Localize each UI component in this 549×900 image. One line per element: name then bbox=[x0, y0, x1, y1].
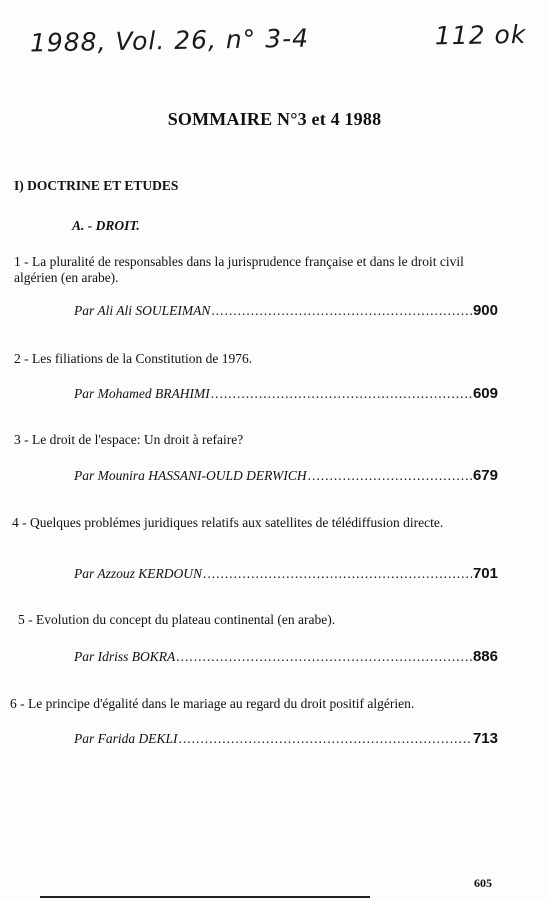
handwritten-mark: 112 ok bbox=[434, 19, 527, 51]
handwritten-annotation bbox=[30, 20, 546, 69]
entry-page-number: 609 bbox=[472, 385, 498, 402]
subsection-heading: A. - DROIT. bbox=[72, 218, 140, 233]
entry-author: Par Ali Ali SOULEIMAN bbox=[74, 303, 211, 318]
entry-author-line bbox=[74, 730, 498, 747]
entry-title: 4 - Quelques problémes juridiques relatifs aux satellites de télédiffusion directe. bbox=[12, 515, 444, 530]
handwritten-reference: 1988, Vol. 26, n° 3-4 bbox=[29, 23, 310, 58]
entry-page-number: 679 bbox=[472, 467, 498, 484]
leader-dots bbox=[211, 386, 472, 402]
leader-dots bbox=[203, 566, 472, 582]
entry-title: 2 - Les filiations de la Constitution de 1976. bbox=[14, 351, 253, 366]
section-heading: I) DOCTRINE ET ETUDES bbox=[14, 178, 179, 193]
entry-title: 3 - Le droit de l'espace: Un droit à refaire? bbox=[14, 432, 244, 447]
entry-author: Par Mohamed BRAHIMI bbox=[74, 386, 210, 401]
entry-author: Par Mounira HASSANI-OULD DERWICH bbox=[74, 468, 307, 483]
entry-author: Par Azzouz KERDOUN bbox=[74, 566, 203, 581]
entry-title: 1 - La pluralité de responsables dans la jurisprudence française et dans le droit civil algérien (en arabe). bbox=[14, 254, 464, 285]
entry-author-line bbox=[74, 648, 498, 665]
page-number: 605 bbox=[474, 876, 492, 890]
leader-dots bbox=[211, 303, 472, 319]
entry-page-number: 886 bbox=[472, 648, 498, 665]
entry-author: Par Farida DEKLI bbox=[74, 731, 178, 746]
entry-author-line bbox=[74, 565, 498, 582]
entry-page-number: 900 bbox=[472, 302, 498, 319]
leader-dots bbox=[179, 731, 472, 747]
entry-title: 6 - Le principe d'égalité dans le mariage au regard du droit positif algérien. bbox=[10, 696, 415, 711]
entry-page-number: 713 bbox=[472, 730, 498, 747]
leader-dots bbox=[308, 468, 472, 484]
entry-author: Par Idriss BOKRA bbox=[74, 649, 176, 664]
entry-author-line bbox=[74, 385, 498, 402]
entry-author-line bbox=[74, 467, 498, 484]
entry-page-number: 701 bbox=[472, 565, 498, 582]
entry-title: 5 - Evolution du concept du plateau continental (en arabe). bbox=[18, 612, 336, 627]
entry-author-line bbox=[74, 302, 498, 319]
leader-dots bbox=[176, 649, 472, 665]
bottom-rule bbox=[40, 896, 370, 898]
page-title: SOMMAIRE N°3 et 4 1988 bbox=[167, 109, 382, 129]
